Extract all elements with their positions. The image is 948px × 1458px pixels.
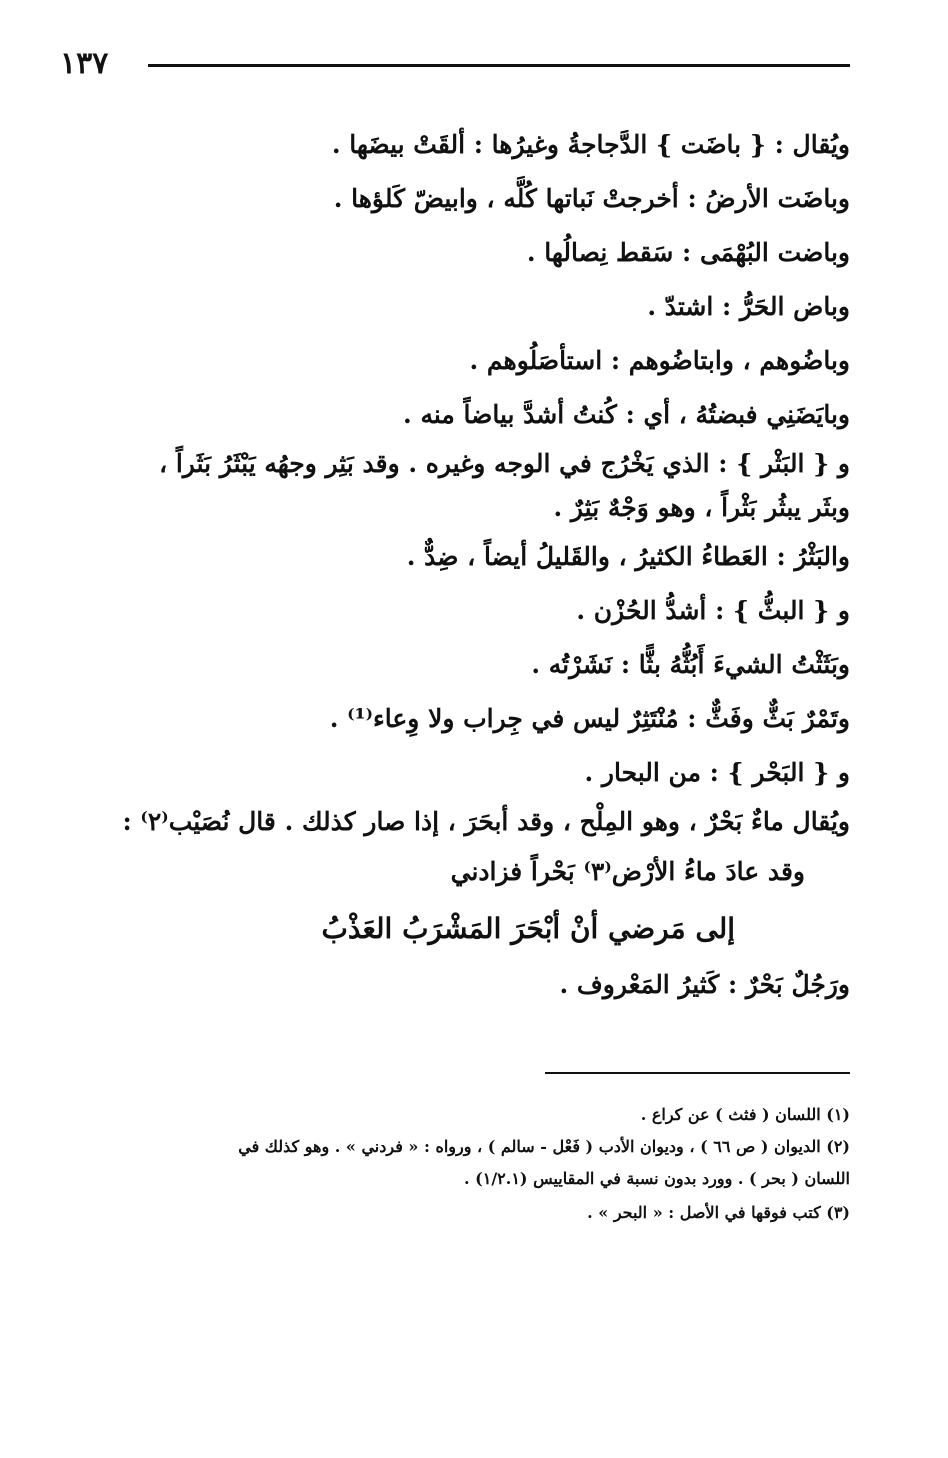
footnotes <box>60 1098 850 1230</box>
footnote-3: (٣) كتب فوقها في الأصل : « البحر » . <box>587 1203 850 1222</box>
text-line-8: وبثَر يبثُر بَثْراً ، وهو وَجْهٌ بَثِرٌ . <box>553 493 850 522</box>
text-line-14: ويُقال ماءٌ بَحْرٌ ، وهو المِلْح ، وقد أبحَرَ ، إذا صار كذلك . قال نُصَيْب⁽٢⁾ : <box>122 807 850 836</box>
page-number: ١٣٧ <box>60 46 109 81</box>
text-line-11: وبَثَثْتُ الشيءَ أَبُثُّهُ بثًّا : نَشَرْتُه . <box>531 650 850 679</box>
verse-line-1: وقد عادَ ماءُ الأرْض⁽٣⁾ بَحْراً فزادني <box>450 857 805 886</box>
header-rule <box>148 64 850 67</box>
text-line-9: والبَثْرُ : العَطاءُ الكثيرُ ، والقَليلُ أيضاً ، ضِدٌّ . <box>406 542 850 571</box>
footnote-1: (١) اللسان ( فثث ) عن كراع . <box>640 1105 850 1124</box>
footnote-2: (٢) الديوان ( ص ٦٦ ) ، وديوان الأدب ( فَعْل - سالم ) ، ورواه : « فردني » . وهو كذلك في <box>238 1137 850 1156</box>
body-text <box>70 118 850 1012</box>
text-line-4: وباض الحَرُّ : اشتدّ . <box>647 292 850 321</box>
text-line-3: وباضت البُهْمَى : سَقط نِصالُها . <box>526 238 850 267</box>
footnote-2-continued: اللسان ( بحر ) . وورد بدون نسبة في المقاييس (١/٢.١) . <box>464 1169 850 1188</box>
text-line-1: ويُقال : { باضَت } الدَّجاجةُ وغيرُها : ألقَتْ بيضَها . <box>331 130 850 159</box>
text-line-10: و { البثُّ } : أشدُّ الحُزْن . <box>576 596 850 625</box>
verse-line-2: إلى مَرضي أنْ أبْحَرَ المَشْرَبُ العَذْبُ <box>321 912 735 945</box>
text-line-7: و { البَثْر } : الذي يَخْرُج في الوجه وغيره . وقد بَثِر وجهُه يَبْثَرُ بَثَراً ، <box>159 449 850 478</box>
text-line-last: ورَجُلٌ بَحْرٌ : كَثيرُ المَعْروف . <box>559 970 850 999</box>
text-line-2: وباضَت الأرضُ : أخرجتْ نَباتها كُلَّه ، وابيضّ كَلؤها . <box>333 184 850 213</box>
text-line-13: و { البَحْر } : من البحار . <box>584 758 850 787</box>
text-line-6: وبايَضَنِي فبضتُهُ ، أي : كُنتُ أشدَّ بياضاً منه . <box>403 400 850 429</box>
footnote-divider <box>545 1072 850 1074</box>
page-header <box>60 44 850 84</box>
text-line-12: وتَمْرٌ بَثٌّ وفَثٌّ : مُنْتَثِرٌ ليس في جِراب ولا وِعاء⁽¹⁾ . <box>329 704 850 733</box>
text-line-5: وباضُوهم ، وابتاضُوهم : استأصَلُوهم . <box>469 346 850 375</box>
